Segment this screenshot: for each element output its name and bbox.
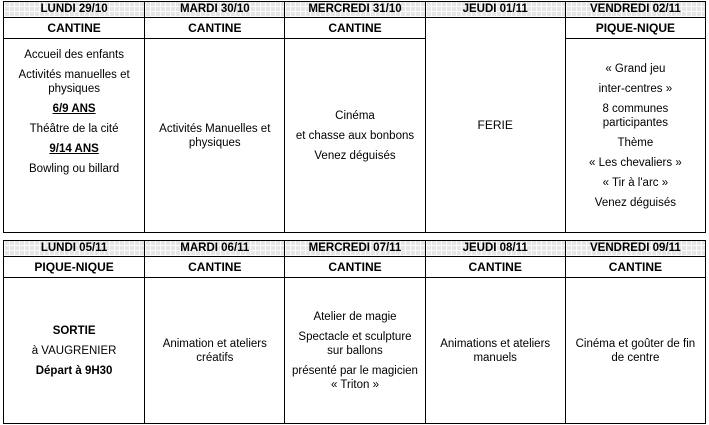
activity-cell: [566, 278, 705, 423]
day-column-mercredi-31-10: [284, 2, 424, 232]
activity-line: Thème: [617, 136, 654, 149]
day-column-mardi-30-10: [144, 2, 284, 232]
day-column-vendredi-09-11: [565, 241, 705, 423]
activity-line: Activités Manuelles et physiques: [159, 122, 271, 149]
week-2-table: [3, 240, 706, 424]
meal-label: PIQUE-NIQUE: [566, 18, 705, 39]
activity-line: Animation et ateliers créatifs: [162, 337, 267, 364]
day-header: MERCREDI 07/11: [285, 241, 424, 257]
activity-cell: [285, 39, 424, 232]
day-column-jeudi-01-11: [425, 2, 565, 232]
day-header: MERCREDI 31/10: [285, 2, 424, 18]
activity-line: SORTIE: [52, 324, 96, 337]
day-header: JEUDI 08/11: [426, 241, 565, 257]
activity-line: à VAUGRENIER: [31, 344, 117, 357]
activity-line: Atelier de magie: [313, 310, 397, 323]
activity-line: Cinéma: [335, 109, 375, 122]
activity-cell: [4, 39, 144, 232]
meal-label: CANTINE: [426, 257, 565, 278]
activity-line: « Tir à l'arc »: [602, 176, 669, 189]
activity-line: Cinéma et goûter de fin de centre: [575, 337, 696, 364]
activity-line: 6/9 ANS: [52, 103, 96, 115]
activity-line: Animations et ateliers manuels: [440, 337, 551, 364]
activity-line: Spectacle et sculpture sur ballons: [298, 330, 412, 357]
activity-cell: [426, 18, 565, 232]
day-column-vendredi-02-11: [565, 2, 705, 232]
day-column-lundi-29-10: [4, 2, 144, 232]
activity-line: Théâtre de la cité: [29, 123, 119, 135]
activity-line: « Grand jeu: [605, 62, 666, 75]
activity-cell: [566, 39, 705, 232]
activity-line: Activités manuelles et physiques: [18, 69, 130, 95]
day-header: LUNDI 29/10: [4, 2, 144, 18]
day-column-lundi-05-11: [4, 241, 144, 423]
activity-line: présenté par le magicien « Triton »: [292, 364, 418, 391]
day-column-mercredi-07-11: [284, 241, 424, 423]
activity-line: et chasse aux bonbons: [295, 129, 415, 142]
activity-line: 9/14 ANS: [49, 143, 99, 155]
activity-line: Bowling ou billard: [29, 163, 120, 175]
day-column-jeudi-08-11: [425, 241, 565, 423]
meal-label: PIQUE-NIQUE: [4, 257, 144, 278]
activity-line: 8 communes participantes: [602, 102, 669, 129]
day-header: MARDI 06/11: [145, 241, 284, 257]
activity-line: « Les chevaliers »: [589, 156, 682, 169]
meal-label: CANTINE: [145, 257, 284, 278]
day-header: VENDREDI 09/11: [566, 241, 705, 257]
meal-label: CANTINE: [566, 257, 705, 278]
day-header: JEUDI 01/11: [426, 2, 565, 18]
activity-line: Départ à 9H30: [35, 364, 113, 377]
activity-line: Accueil des enfants: [24, 49, 124, 61]
activity-line: inter-centres »: [598, 82, 673, 95]
activity-cell: [145, 39, 284, 232]
activity-cell: [145, 278, 284, 423]
activity-line: Venez déguisés: [594, 196, 676, 209]
day-column-mardi-06-11: [144, 241, 284, 423]
day-header: VENDREDI 02/11: [566, 2, 705, 18]
activity-cell: [426, 278, 565, 423]
activity-line: FERIE: [477, 118, 513, 132]
week-1-table: [3, 1, 706, 233]
meal-label: CANTINE: [145, 18, 284, 39]
day-header: MARDI 30/10: [145, 2, 284, 18]
activity-cell: [285, 278, 424, 423]
meal-label: CANTINE: [4, 18, 144, 39]
meal-label: CANTINE: [285, 257, 424, 278]
day-header: LUNDI 05/11: [4, 241, 144, 257]
activity-line: Venez déguisés: [314, 149, 396, 162]
meal-label: CANTINE: [285, 18, 424, 39]
activity-cell: [4, 278, 144, 423]
